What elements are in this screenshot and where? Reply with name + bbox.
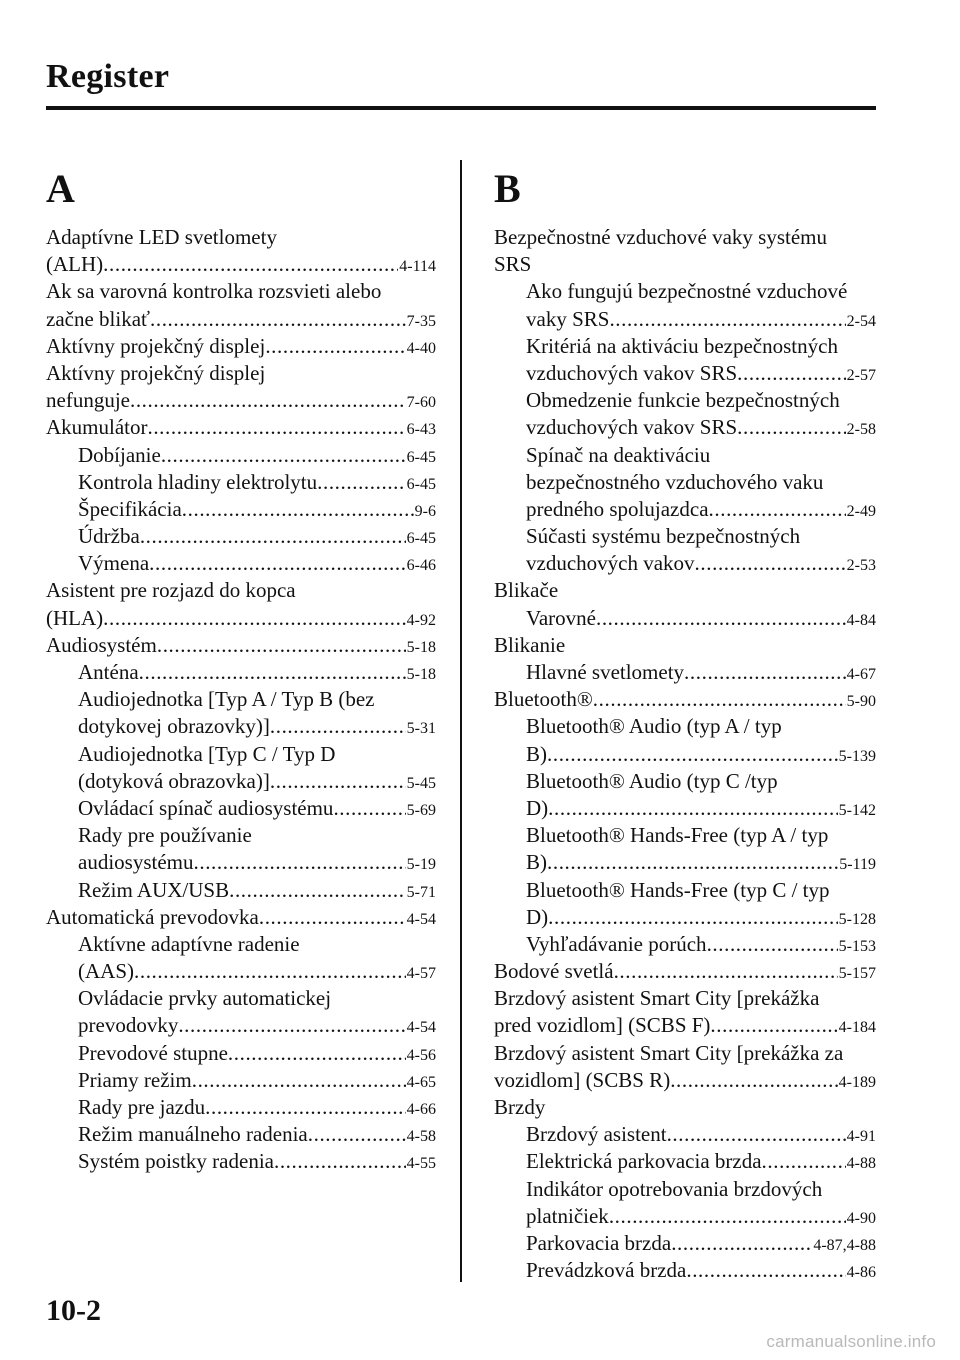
index-entry	[46, 632, 436, 659]
index-entry-text: Anténa	[78, 660, 139, 684]
dot-leader	[150, 306, 406, 333]
index-entry-page: 5-139	[838, 747, 876, 765]
index-entry	[46, 1148, 436, 1175]
index-entry	[46, 306, 436, 333]
index-entry	[494, 414, 876, 441]
index-entry-page: 4-86	[846, 1264, 876, 1282]
index-entry-text: Ovládací spínač audiosystému	[78, 795, 334, 820]
index-entry	[494, 1230, 876, 1257]
index-entry-text: vzduchových vakov	[526, 551, 695, 576]
index-entry-text: Aktívny projekčný displej	[46, 360, 266, 385]
index-entry	[494, 985, 876, 1012]
index-entry-page: 5-45	[406, 774, 436, 792]
index-entry-page: 4-114	[399, 258, 436, 276]
index-entry-text: Špecifikácia	[78, 496, 182, 521]
index-entry-text: Brzdový asistent Smart City [prekážka za	[494, 1040, 844, 1065]
index-entry	[494, 387, 876, 414]
index-entry	[494, 1203, 876, 1230]
index-entry-text: Indikátor opotrebovania brzdových	[526, 1176, 823, 1201]
index-entry-text: Bezpečnostné vzduchové vaky systému	[494, 225, 827, 249]
index-entry-text: Audiojednotka [Typ A / Typ B (bez	[78, 687, 375, 712]
index-entry-page: 4-58	[406, 1128, 436, 1146]
index-entry	[46, 849, 436, 876]
index-entry-page: 9-6	[414, 502, 436, 520]
index-entry-text: Aktívny projekčný displej	[46, 333, 266, 358]
index-entry	[46, 877, 436, 904]
index-entry	[46, 1094, 436, 1121]
index-entry	[46, 605, 436, 632]
dot-leader	[762, 1148, 846, 1175]
index-entry	[494, 496, 876, 523]
index-entry-page: 4-92	[406, 611, 436, 629]
index-entry-text: Brzdy	[494, 1095, 546, 1119]
index-entry-text: Ak sa varovná kontrolka rozsvieti alebo	[46, 279, 382, 304]
index-entry-text: prevodovky	[78, 1013, 179, 1038]
dot-leader	[229, 877, 406, 904]
index-entry-text: Brzdový asistent	[526, 1122, 667, 1147]
dot-leader	[140, 523, 406, 550]
index-entry	[46, 577, 436, 604]
index-entry	[494, 931, 876, 958]
index-entry	[46, 713, 436, 740]
index-entry	[46, 442, 436, 469]
index-entry	[46, 414, 436, 441]
index-entry-page: 4-91	[846, 1128, 876, 1146]
index-entry-text: pred vozidlom] (SCBS F)	[494, 1013, 711, 1038]
index-entry	[494, 1121, 876, 1148]
index-entry-page: 6-46	[406, 557, 436, 575]
index-column-right	[494, 160, 876, 1284]
index-entry	[494, 1148, 876, 1175]
index-entry-text: SRS	[494, 252, 532, 277]
dot-leader	[709, 496, 846, 523]
index-entry-text: Režim manuálneho radenia	[78, 1122, 308, 1147]
index-entry-page: 5-128	[838, 910, 876, 928]
index-entry	[46, 496, 436, 523]
index-entry	[46, 523, 436, 550]
index-entry	[46, 822, 436, 849]
dot-leader	[130, 387, 406, 414]
column-divider	[460, 160, 462, 1282]
index-entry-text: Režim AUX/USB	[78, 877, 230, 902]
index-entry-page: 7-60	[406, 394, 436, 412]
index-entry-text: D)	[526, 795, 549, 820]
index-entry	[46, 387, 436, 414]
index-entry-text: Audiosystém	[46, 632, 157, 657]
dot-leader	[178, 1012, 405, 1039]
dot-leader	[103, 605, 406, 632]
index-entry	[46, 985, 436, 1012]
index-entry-text: Elektrická parkovacia brzda	[526, 1149, 762, 1174]
index-entry-page: 5-142	[838, 801, 876, 819]
dot-leader	[192, 1067, 406, 1094]
index-entry-page: 2-57	[846, 366, 876, 384]
index-entry-text: Parkovacia brzda	[526, 1230, 672, 1255]
dot-leader	[194, 849, 406, 876]
index-entry-page: 2-58	[846, 421, 876, 439]
index-entry-text: Bodové svetlá	[494, 959, 614, 984]
dot-leader	[265, 333, 405, 360]
index-entry	[494, 577, 876, 604]
dot-leader	[103, 251, 398, 278]
index-entry-page: 4-189	[838, 1073, 876, 1091]
dot-leader	[182, 496, 414, 523]
index-entry-page: 5-18	[406, 638, 436, 656]
index-entry	[494, 251, 876, 278]
index-entry-text: Asistent pre rozjazd do kopca	[46, 578, 296, 603]
dot-leader	[205, 1094, 406, 1121]
index-entry-page: 6-43	[406, 421, 436, 439]
index-entry	[494, 278, 876, 305]
index-entry-page: 7-35	[406, 312, 436, 330]
index-entry	[494, 849, 876, 876]
index-entry-text: dotykovej obrazovky)]	[78, 714, 270, 739]
page-number: 10-2	[46, 1294, 101, 1327]
index-entry	[46, 360, 436, 387]
index-entry	[46, 768, 436, 795]
index-entry-text: Rady pre jazdu	[78, 1095, 206, 1119]
index-entry	[46, 333, 436, 360]
index-entry	[494, 360, 876, 387]
dot-leader	[270, 768, 406, 795]
index-entry-page: 4-88	[846, 1155, 876, 1173]
dot-leader	[134, 958, 406, 985]
index-entry	[494, 1067, 876, 1094]
index-entry-page: 5-19	[406, 856, 436, 874]
index-entry	[494, 632, 876, 659]
index-entry	[46, 1121, 436, 1148]
index-entry-page: 4-90	[846, 1209, 876, 1227]
index-entry-text: bezpečnostného vzduchového vaku	[526, 469, 824, 494]
section-letter-a: A	[46, 166, 75, 211]
dot-leader	[161, 442, 406, 469]
index-entry-text: platničiek	[526, 1203, 609, 1228]
index-entry	[46, 686, 436, 713]
dot-leader	[695, 550, 846, 577]
page-title: Register	[46, 58, 170, 95]
dot-leader	[259, 904, 406, 931]
index-entry-page: 6-45	[406, 475, 436, 493]
index-entry-text: Súčasti systému bezpečnostných	[526, 524, 801, 549]
index-entry	[494, 877, 876, 904]
index-entry	[494, 442, 876, 469]
index-entry	[494, 523, 876, 550]
dot-leader	[609, 1203, 846, 1230]
index-entry-text: začne blikať	[46, 306, 150, 331]
index-entry-text: Bluetooth®	[494, 687, 593, 712]
index-entry	[494, 550, 876, 577]
index-entry	[494, 469, 876, 496]
index-entry	[46, 958, 436, 985]
index-entry-text: Automatická prevodovka	[46, 904, 259, 929]
dot-leader	[686, 1257, 845, 1284]
index-entry-page: 4-57	[406, 965, 436, 983]
index-entry-text: Blikanie	[494, 632, 566, 657]
index-entry-page: 2-49	[846, 502, 876, 520]
index-entry-text: Adaptívne LED svetlomety	[46, 225, 277, 249]
index-entry-page: 6-45	[406, 448, 436, 466]
index-entry-text: Bluetooth® Hands-Free (typ A / typ	[526, 823, 829, 848]
index-entry	[494, 713, 876, 740]
dot-leader	[147, 414, 405, 441]
index-entry-text: Prevodové stupne	[78, 1040, 228, 1065]
dot-leader	[333, 795, 405, 822]
index-entry-page: 4-67	[846, 666, 876, 683]
index-entry-text: vzduchových vakov SRS	[526, 415, 738, 440]
index-entry	[494, 958, 876, 985]
dot-leader	[548, 795, 838, 822]
index-entry-page: 5-90	[846, 693, 876, 711]
dot-leader	[609, 306, 845, 333]
index-entry	[46, 904, 436, 931]
index-entry	[46, 1067, 436, 1094]
index-entry-text: Bluetooth® Audio (typ C /typ	[526, 768, 778, 793]
index-entry-text: Spínač na deaktiváciu	[526, 442, 711, 467]
index-entry-page: 4-56	[406, 1046, 436, 1064]
index-entry	[494, 741, 876, 768]
index-entry-text: Aktívne adaptívne radenie	[78, 931, 300, 956]
dot-leader	[157, 632, 406, 659]
index-entry-text: Varovné	[526, 605, 596, 630]
index-entries-a	[46, 224, 436, 1176]
index-entry	[494, 904, 876, 931]
index-entry	[494, 1176, 876, 1203]
index-column-left	[46, 160, 436, 1176]
index-entry	[494, 822, 876, 849]
index-entry-text: Kontrola hladiny elektrolytu	[78, 469, 318, 494]
index-entry-text: Údržba	[78, 524, 140, 549]
index-entry	[494, 306, 876, 333]
dot-leader	[671, 1230, 812, 1257]
index-entry-page: 4-66	[406, 1101, 436, 1118]
index-entry-text: Blikače	[494, 578, 559, 603]
dot-leader	[596, 605, 846, 632]
index-entry-text: Audiojednotka [Typ C / Typ D	[78, 741, 336, 766]
index-entry	[494, 795, 876, 822]
index-entry-text: vzduchových vakov SRS	[526, 360, 738, 385]
dot-leader	[737, 414, 846, 441]
dot-leader	[228, 1040, 406, 1067]
index-entry	[46, 278, 436, 305]
index-entry-text: (dotyková obrazovka)]	[78, 768, 270, 793]
section-letter-b: B	[494, 166, 521, 211]
index-entry-text: Systém poistky radenia	[78, 1149, 274, 1174]
index-entry-text: audiosystému	[78, 850, 194, 875]
index-entry	[494, 605, 876, 632]
index-entry-text: vaky SRS	[526, 306, 610, 331]
dot-leader	[547, 849, 838, 876]
index-entry	[494, 686, 876, 713]
index-entry	[46, 931, 436, 958]
index-entry-page: 4-87,4-88	[813, 1236, 876, 1254]
index-entry-page: 5-69	[406, 801, 436, 819]
index-entry-text: Výmena	[78, 551, 150, 576]
dot-leader	[614, 958, 838, 985]
index-entry-text: predného spolujazdca	[526, 496, 709, 521]
index-entry-page: 5-71	[406, 883, 436, 901]
index-entry	[46, 741, 436, 768]
dot-leader	[707, 931, 838, 958]
index-entry	[46, 795, 436, 822]
index-entry-text: Rady pre používanie	[78, 823, 252, 848]
index-entry-text: Vyhľadávanie porúch	[526, 931, 707, 956]
index-entry-text: Hlavné svetlomety	[526, 660, 685, 684]
index-entry-text: nefunguje	[46, 388, 130, 413]
index-entry-page: 5-18	[406, 666, 436, 683]
index-entry-text: Ako fungujú bezpečnostné vzduchové	[526, 279, 848, 304]
index-entry	[494, 333, 876, 360]
header-rule	[46, 106, 876, 110]
index-entry-text: Priamy režim	[78, 1067, 192, 1092]
index-entry-text: Akumulátor	[46, 415, 148, 440]
dot-leader	[667, 1121, 846, 1148]
index-entry	[494, 1257, 876, 1284]
index-entry-text: (HLA)	[46, 605, 104, 630]
dot-leader	[593, 686, 846, 713]
index-entry-text: Brzdový asistent Smart City [prekážka	[494, 986, 820, 1011]
dot-leader	[308, 1121, 406, 1148]
dot-leader	[737, 360, 846, 387]
dot-leader	[684, 659, 846, 686]
dot-leader	[547, 741, 838, 768]
dot-leader	[139, 659, 406, 686]
dot-leader	[149, 550, 406, 577]
index-entry-text: Kritériá na aktiváciu bezpečnostných	[526, 333, 838, 358]
index-entry	[494, 1040, 876, 1067]
index-entry-page: 2-53	[846, 557, 876, 575]
index-entry	[46, 469, 436, 496]
index-entry-page: 6-45	[406, 530, 436, 548]
index-entry-page: 5-157	[838, 965, 876, 983]
index-entry-page: 5-31	[406, 720, 436, 738]
index-entry	[46, 659, 436, 686]
index-entry-page: 4-184	[838, 1019, 876, 1037]
index-entry-page: 2-54	[846, 312, 876, 330]
dot-leader	[710, 1012, 837, 1039]
index-entry-text: B)	[526, 741, 547, 766]
index-entry-page: 4-65	[406, 1073, 436, 1091]
index-entry	[494, 1012, 876, 1039]
dot-leader	[317, 469, 406, 496]
index-entry	[494, 659, 876, 686]
index-entry-page: 4-40	[406, 339, 436, 357]
index-entry	[46, 1012, 436, 1039]
index-entry-text: vozidlom] (SCBS R)	[494, 1067, 671, 1092]
index-entry-page: 4-84	[846, 611, 876, 629]
index-entry	[46, 251, 436, 278]
index-entry	[46, 1040, 436, 1067]
index-entry	[494, 1094, 876, 1121]
index-entry-text: Bluetooth® Audio (typ A / typ	[526, 714, 782, 739]
index-entry-page: 5-119	[839, 856, 876, 874]
index-entry-text: (ALH)	[46, 252, 104, 277]
index-entry-text: Bluetooth® Hands-Free (typ C / typ	[526, 877, 830, 902]
dot-leader	[270, 713, 406, 740]
index-entry-text: Ovládacie prvky automatickej	[78, 986, 332, 1011]
index-entries-b	[494, 224, 876, 1284]
index-entry	[494, 768, 876, 795]
index-entry	[46, 550, 436, 577]
index-entry	[46, 224, 436, 251]
index-entry-page: 5-153	[838, 937, 876, 955]
index-entry-page: 4-54	[406, 1019, 436, 1037]
index-entry-text: D)	[526, 904, 549, 929]
dot-leader	[274, 1148, 406, 1175]
index-entry-text: Obmedzenie funkcie bezpečnostných	[526, 388, 840, 413]
watermark: carmanualsonline.info	[766, 1332, 936, 1351]
index-entry	[494, 224, 876, 251]
index-entry-page: 4-55	[406, 1155, 436, 1173]
index-entry-text: B)	[526, 850, 547, 875]
dot-leader	[548, 904, 838, 931]
dot-leader	[670, 1067, 837, 1094]
index-entry-text: (AAS)	[78, 959, 134, 984]
index-entry-page: 4-54	[406, 910, 436, 928]
index-entry-text: Dobíjanie	[78, 442, 161, 467]
index-entry-text: Prevádzková brzda	[526, 1258, 687, 1283]
